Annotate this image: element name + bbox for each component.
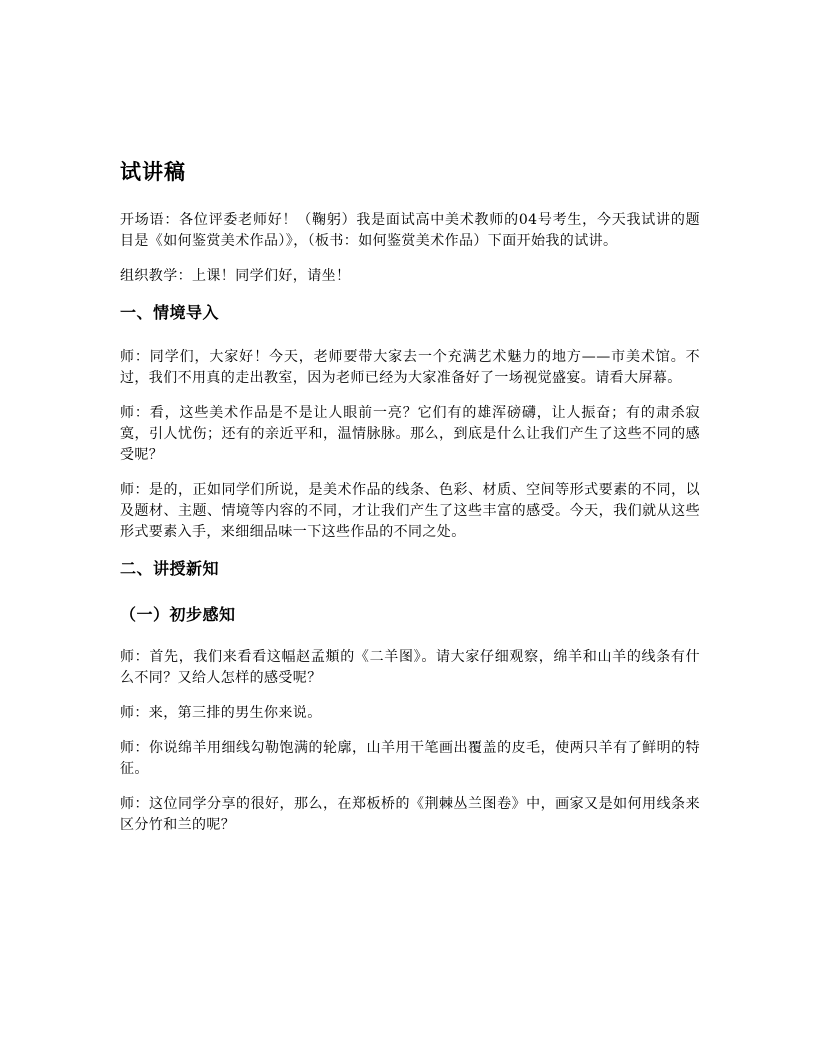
paragraph: 师：首先，我们来看看这幅赵孟頫的《二羊图》。请大家仔细观察，绵羊和山羊的线条有什么不同？又给人怎样的感受呢？ <box>120 649 700 686</box>
section-heading-intro: 一、情境导入 <box>120 303 220 322</box>
subsection-heading: （一）初步感知 <box>120 605 236 624</box>
paragraph: 师：看，这些美术作品是不是让人眼前一亮？它们有的雄浑磅礴，让人振奋；有的肃杀寂寞，引人忧伤；还有的亲近平和，温情脉脉。那么，到底是什么让我们产生了这些不同的感受呢？ <box>120 405 700 463</box>
paragraph: 师：你说绵羊用细线勾勒饱满的轮廓，山羊用干笔画出覆盖的皮毛，使两只羊有了鲜明的特征。 <box>120 740 700 777</box>
section-heading-teaching: 二、讲授新知 <box>120 559 220 578</box>
organize-paragraph: 组织教学：上课！同学们好，请坐！ <box>120 268 351 284</box>
paragraph: 师：来，第三排的男生你来说。 <box>120 705 322 721</box>
paragraph: 师：同学们，大家好！今天，老师要带大家去一个充满艺术魅力的地方——市美术馆。不过，我们不用真的走出教室，因为老师已经为大家准备好了一场视觉盛宴。请看大屏幕。 <box>120 349 700 386</box>
paragraph: 师：是的，正如同学们所说，是美术作品的线条、色彩、材质、空间等形式要素的不同，以及题材、主题、情境等内容的不同，才让我们产生了这些丰富的感受。今天，我们就从这些形式要素入手，来细细品味一下这些作品的不同之处。 <box>120 482 700 540</box>
paragraph: 师：这位同学分享的很好，那么，在郑板桥的《荆棘丛兰图卷》中，画家又是如何用线条来区分竹和兰的呢？ <box>120 796 700 833</box>
document-page <box>120 150 700 850</box>
document-title: 试讲稿 <box>120 160 186 184</box>
opening-paragraph: 开场语：各位评委老师好！（鞠躬）我是面试高中美术教师的04号考生，今天我试讲的题目是《如何鉴赏美术作品）》，（板书：如何鉴赏美术作品）下面开始我的试讲。 <box>120 212 700 249</box>
